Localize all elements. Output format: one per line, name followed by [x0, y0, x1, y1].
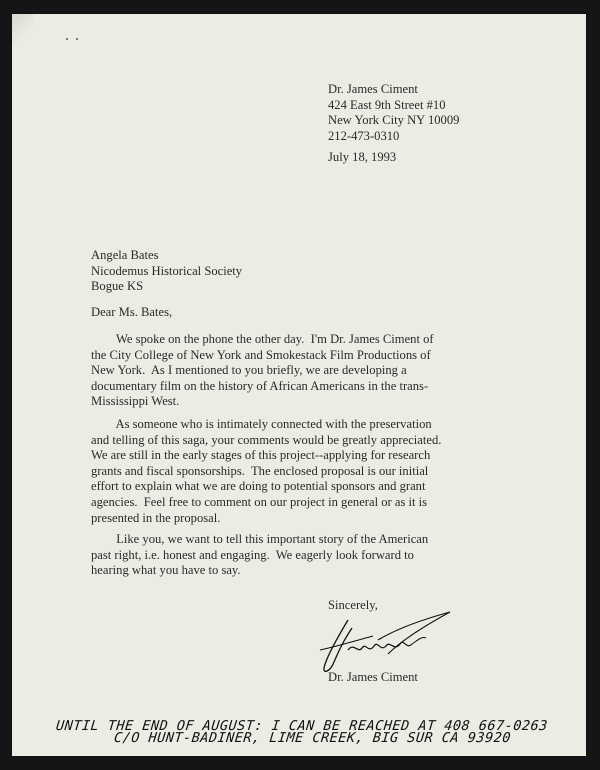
paper-mark — [76, 38, 78, 40]
sender-phone: 212-473-0310 — [328, 128, 400, 143]
handwritten-note-line-2: C/O HUNT-BADINER, LIME CREEK, BIG SUR CA 93920 — [113, 730, 512, 746]
body-line: past right, i.e. honest and engaging. We eagerly look forward to — [91, 547, 414, 562]
body-line: agencies. Feel free to comment on our project in general or as it is — [91, 494, 428, 509]
sender-street: 424 East 9th Street #10 — [328, 97, 446, 112]
letter-date: July 18, 1993 — [328, 150, 397, 164]
sender-city: New York City NY 10009 — [328, 113, 460, 128]
body-line: We are still in the early stages of this project--applying for research — [91, 448, 431, 463]
body-paragraph-2 — [91, 417, 441, 526]
body-line: We spoke on the phone the other day. I'm Dr. James Ciment of — [91, 332, 434, 346]
body-line: the City College of New York and Smokestack Film Productions of — [91, 347, 431, 362]
salutation: Dear Ms. Bates, — [91, 305, 173, 319]
paper-mark — [66, 38, 68, 40]
body-line: Like you, we want to tell this important story of the American — [91, 532, 429, 546]
body-line: New York. As I mentioned to you briefly, we are developing a — [91, 363, 407, 378]
closing: Sincerely, — [328, 598, 378, 612]
body-line: As someone who is intimately connected with the preservation — [91, 417, 432, 431]
body-line: presented in the proposal. — [91, 510, 221, 525]
sender-name: Dr. James Ciment — [328, 82, 418, 96]
recipient-name: Angela Bates — [91, 248, 159, 262]
recipient-org: Nicodemus Historical Society — [91, 263, 243, 278]
body-line: effort to explain what we are doing to potential sponsors and grant — [91, 479, 426, 494]
body-paragraph-3 — [91, 532, 428, 579]
recipient-block — [91, 248, 242, 295]
body-line: grants and fiscal sponsorships. The enclosed proposal is our initial — [91, 463, 429, 478]
body-line: Mississippi West. — [91, 394, 180, 409]
handwritten-note-line-1: UNTIL THE END OF AUGUST: I CAN BE REACHED AT 408 667-0263 — [55, 717, 549, 734]
sender-block — [328, 82, 459, 144]
letter-page — [12, 14, 586, 756]
signature-name: Dr. James Ciment — [328, 670, 418, 684]
body-paragraph-1 — [91, 332, 434, 410]
recipient-location: Bogue KS — [91, 279, 144, 294]
body-line: hearing what you have to say. — [91, 563, 241, 578]
body-line: and telling of this saga, your comments would be greatly appreciated. — [91, 432, 442, 447]
body-line: documentary film on the history of African Americans in the trans- — [91, 378, 429, 393]
